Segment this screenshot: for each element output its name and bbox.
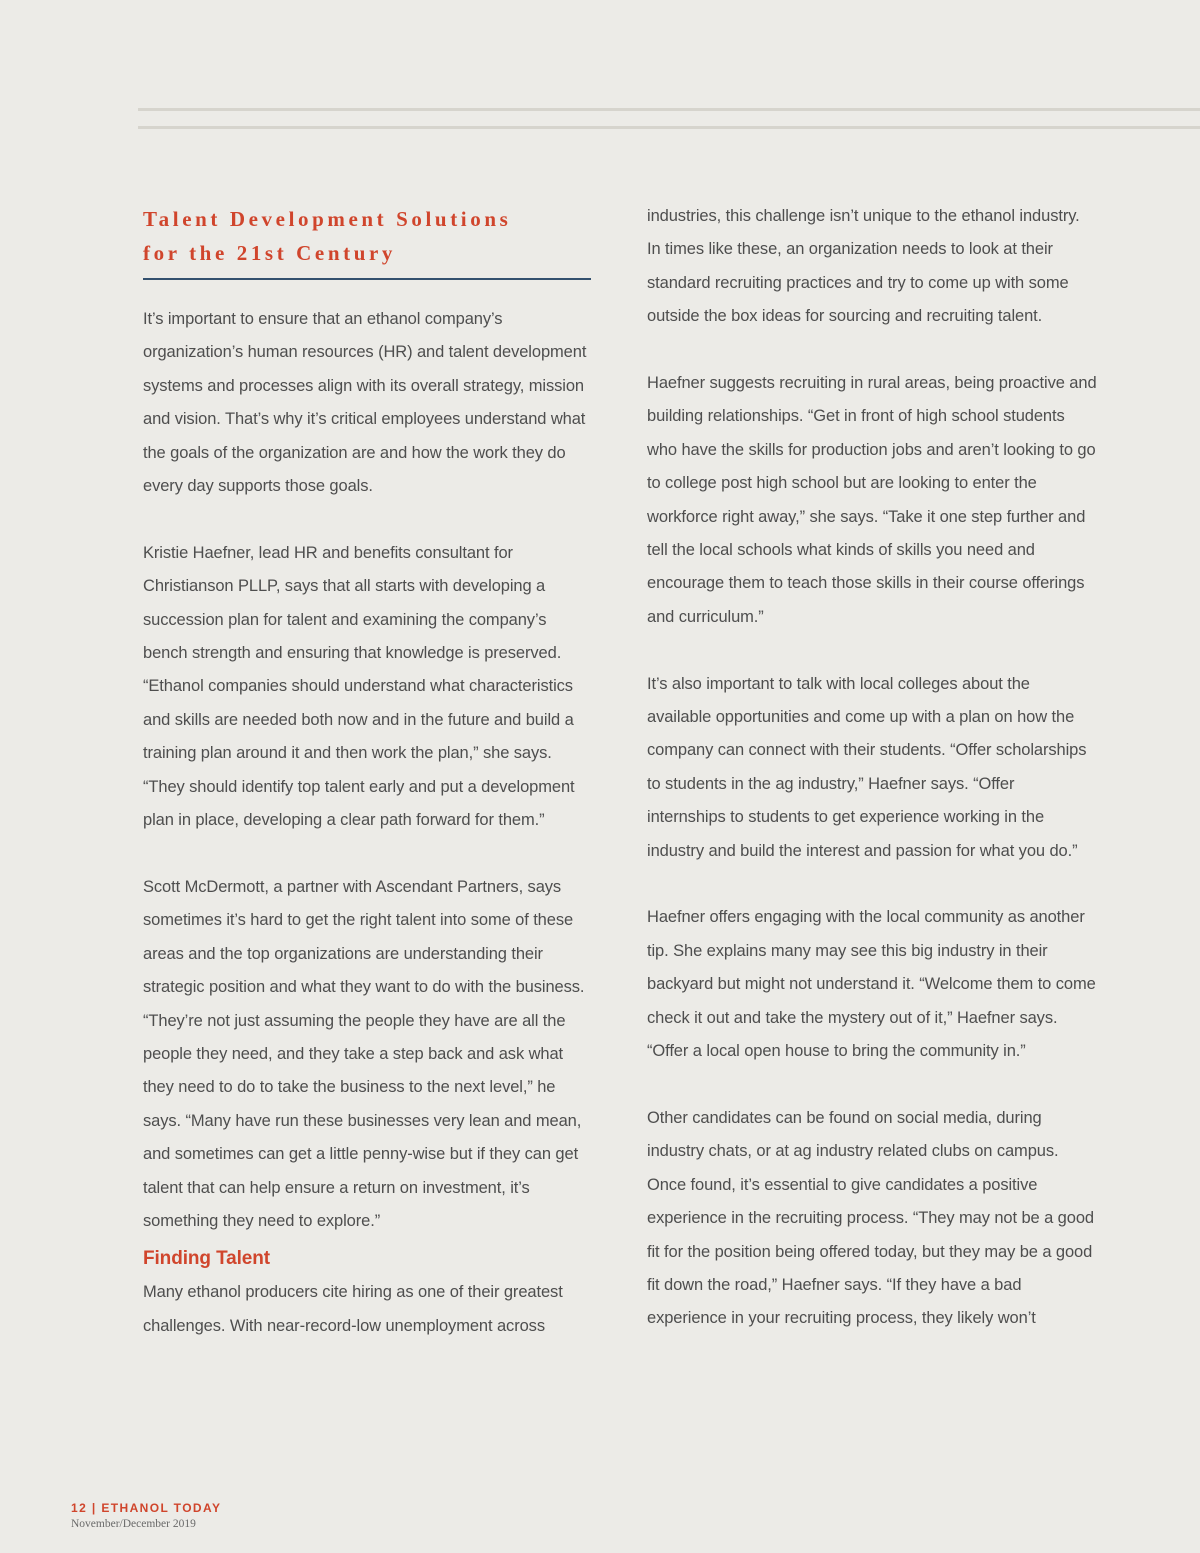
title-underline xyxy=(143,278,591,280)
body-paragraph: Other candidates can be found on social media, during industry chats, or at ag industry related clubs on campus. Once found, it’s essential to give candidates a positive experience in the recruiting process. “They may not be a good fit for the position being offered today, but they may be a good fit down the road,” Haefner says. “If they have a bad experience in your recruiting process, they likely won’t xyxy=(647,1108,1094,1328)
body-paragraph: Kristie Haefner, lead HR and benefits consultant for Christianson PLLP, says that all starts with developing a succession plan for talent and examining the company’s bench strength and ensuring that knowledge is preserved. “Ethanol companies should understand what characteristics and skills are needed both now and in the future and build a training plan around it and then work the plan,” she says. “They should identify top talent early and put a development plan in place, developing a clear path forward for them.” xyxy=(143,543,575,830)
body-paragraph: industries, this challenge isn’t unique to the ethanol industry. In times like these, an organization needs to look at their standard recruiting practices and try to come up with some outside the box ideas for sourcing and recruiting talent. xyxy=(647,207,1080,326)
footer-issue-date: November/December 2019 xyxy=(71,1518,196,1530)
body-paragraph: It’s important to ensure that an ethanol company’s organization’s human resources (HR) and talent development systems and processes align with its overall strategy, mission and vision. That’s why it’s critical employees understand what the goals of the organization are and how the work they do every day supports those goals. xyxy=(143,310,587,496)
footer-page-publication: 12 | ETHANOL TODAY xyxy=(71,1501,222,1515)
article-title xyxy=(143,200,595,270)
body-paragraph: Haefner suggests recruiting in rural areas, being proactive and building relationships. “Get in front of high school students who have the skills for production jobs and aren’t looking to go to college post high school but are looking to enter the workforce right away,” she says. “Take it one step further and tell the local schools what kinds of skills you need and encourage them to teach those skills in their course offerings and curriculum.” xyxy=(647,374,1097,626)
body-paragraph: Haefner offers engaging with the local community as another tip. She explains many may see this big industry in their backyard but might not understand it. “Welcome them to come check it out and take the mystery out of it,” Haefner says. “Offer a local open house to bring the community in.” xyxy=(647,908,1096,1061)
article-title-line-2: for the 21st Century xyxy=(143,241,397,265)
article-column-left xyxy=(143,200,595,1377)
header-rule-bottom xyxy=(138,126,1200,129)
header-rule-top xyxy=(138,108,1200,111)
body-paragraph: Scott McDermott, a partner with Ascendant Partners, says sometimes it’s hard to get the right talent into some of these areas and the top organizations are understanding their strategic position and what they want to do with the business. “They’re not just assuming the people they have are all the people they need, and they take a step back and ask what they need to do to take the business to the next level,” he says. “Many have run these businesses very lean and mean, and sometimes can get a little penny-wise but if they can get talent that can help ensure a return on investment, it’s something they need to explore.” xyxy=(143,877,585,1230)
body-paragraph: It’s also important to talk with local colleges about the available opportunities and come up with a plan on how the company can connect with their students. “Offer scholarships to students in the ag industry,” Haefner says. “Offer internships to students to get experience working in the industry and build the interest and passion for what you do.” xyxy=(647,674,1087,860)
page-footer xyxy=(71,1500,221,1532)
article-title-line-1: Talent Development Solutions xyxy=(143,207,512,231)
body-paragraph: Many ethanol producers cite hiring as one of their greatest challenges. With near-record-low unemployment across xyxy=(143,1283,563,1335)
section-subhead: Finding Talent xyxy=(143,1248,271,1270)
article-column-right xyxy=(647,200,1097,1369)
